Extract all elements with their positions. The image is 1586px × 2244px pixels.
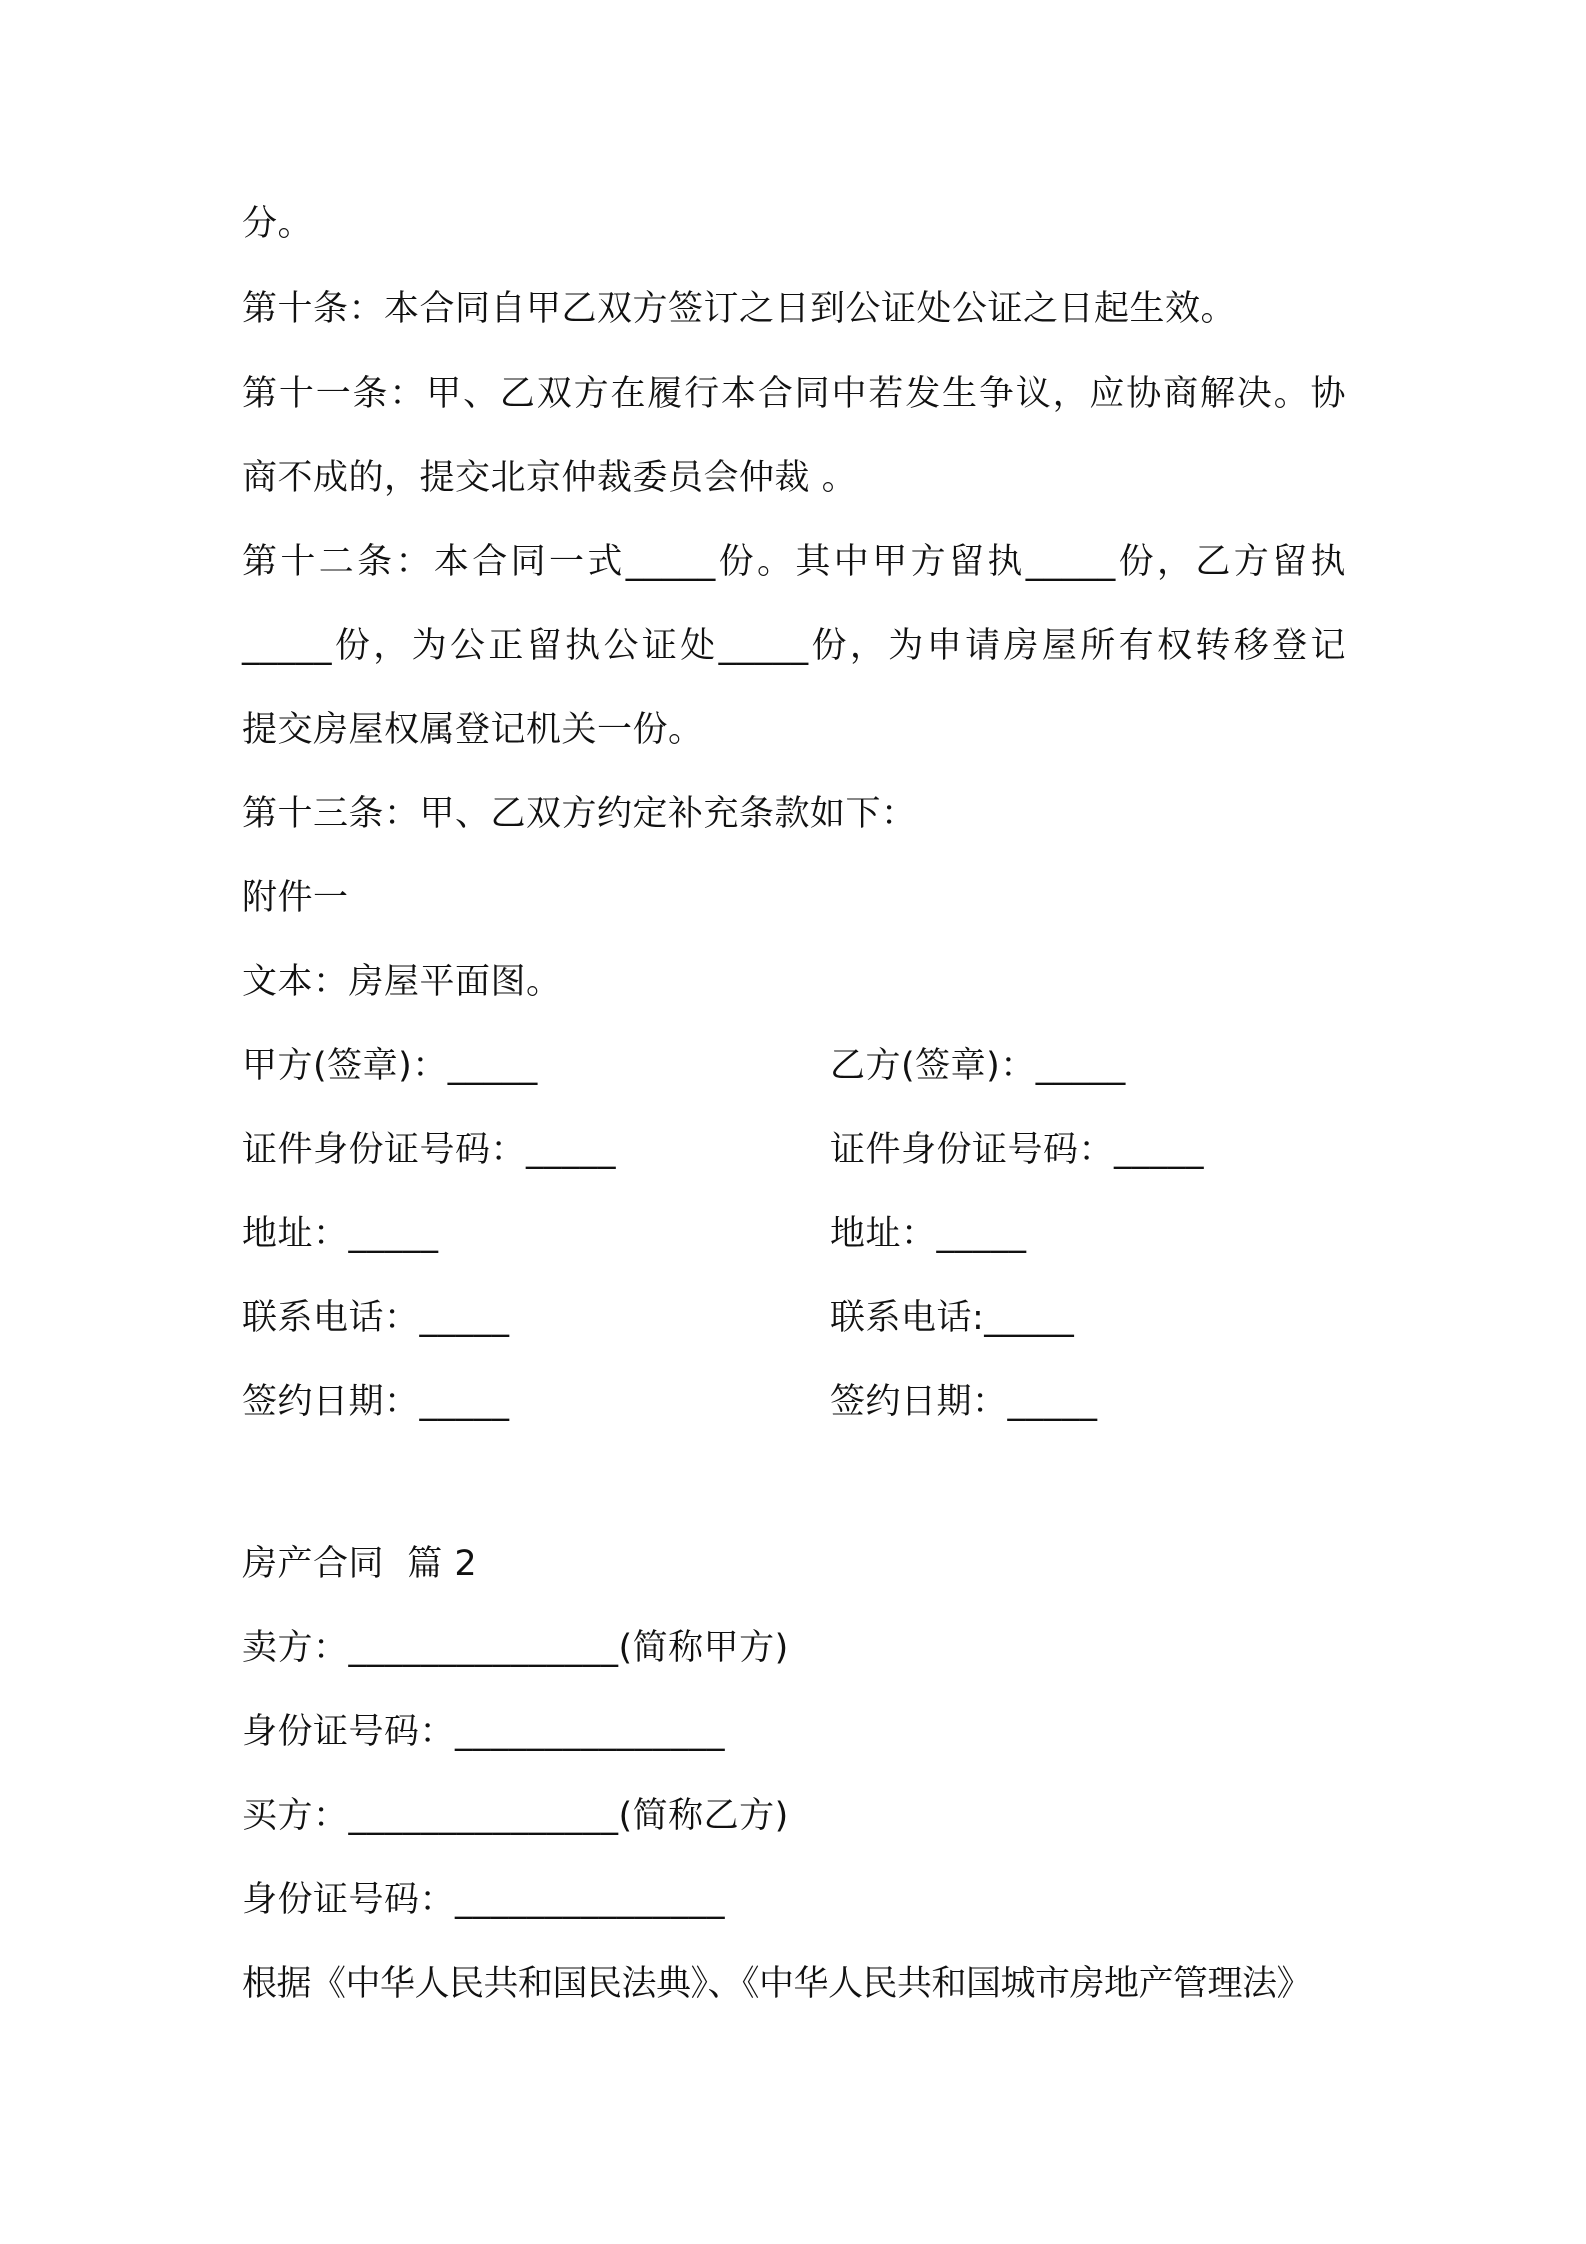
- seller-id-line: 身份证号码：_______________: [242, 1712, 726, 1752]
- article-13: 第十三条：甲、乙双方约定补充条款如下：: [242, 794, 917, 834]
- party-a-address: 地址：_____: [242, 1214, 439, 1254]
- party-a-sign-date: 签约日期：_____: [242, 1382, 510, 1422]
- article-11-line-1: 第十一条：甲、乙双方在履行本合同中若发生争议，应协商解决。协: [242, 374, 1346, 414]
- attachment-heading: 附件一: [242, 878, 349, 918]
- seller-line: 卖方：_______________(简称甲方): [242, 1628, 789, 1668]
- party-b-signature: 乙方(签章)：_____: [830, 1046, 1126, 1086]
- party-a-signature: 甲方(签章)：_____: [242, 1046, 538, 1086]
- party-a-id-number: 证件身份证号码：_____: [242, 1130, 617, 1170]
- party-b-sign-date: 签约日期：_____: [830, 1382, 1098, 1422]
- article-12-line-2: _____份，为公正留执公证处_____份，为申请房屋所有权转移登记: [242, 626, 1346, 666]
- article-12-line-1: 第十二条：本合同一式_____份。其中甲方留执_____份，乙方留执: [242, 542, 1346, 582]
- party-b-phone: 联系电话:_____: [830, 1298, 1075, 1338]
- article-10: 第十条：本合同自甲乙双方签订之日到公证处公证之日起生效。: [242, 289, 1237, 329]
- legal-basis-line: 根据《中华人民共和国民法典》、《中华人民共和国城市房地产管理法》: [242, 1964, 1312, 2004]
- article-11-line-2: 商不成的，提交北京仲裁委员会仲裁 。: [242, 458, 858, 498]
- party-b-id-number: 证件身份证号码：_____: [830, 1130, 1205, 1170]
- buyer-id-line: 身份证号码：_______________: [242, 1880, 726, 1920]
- attachment-text: 文本：房屋平面图。: [242, 962, 562, 1002]
- article-12-line-3: 提交房屋权属登记机关一份。: [242, 710, 704, 750]
- party-b-address: 地址：_____: [830, 1214, 1027, 1254]
- paragraph-continuation: 分。: [242, 204, 314, 244]
- party-a-phone: 联系电话：_____: [242, 1298, 510, 1338]
- section-2-title: 房产合同 篇 2: [242, 1544, 478, 1584]
- buyer-line: 买方：_______________(简称乙方): [242, 1796, 789, 1836]
